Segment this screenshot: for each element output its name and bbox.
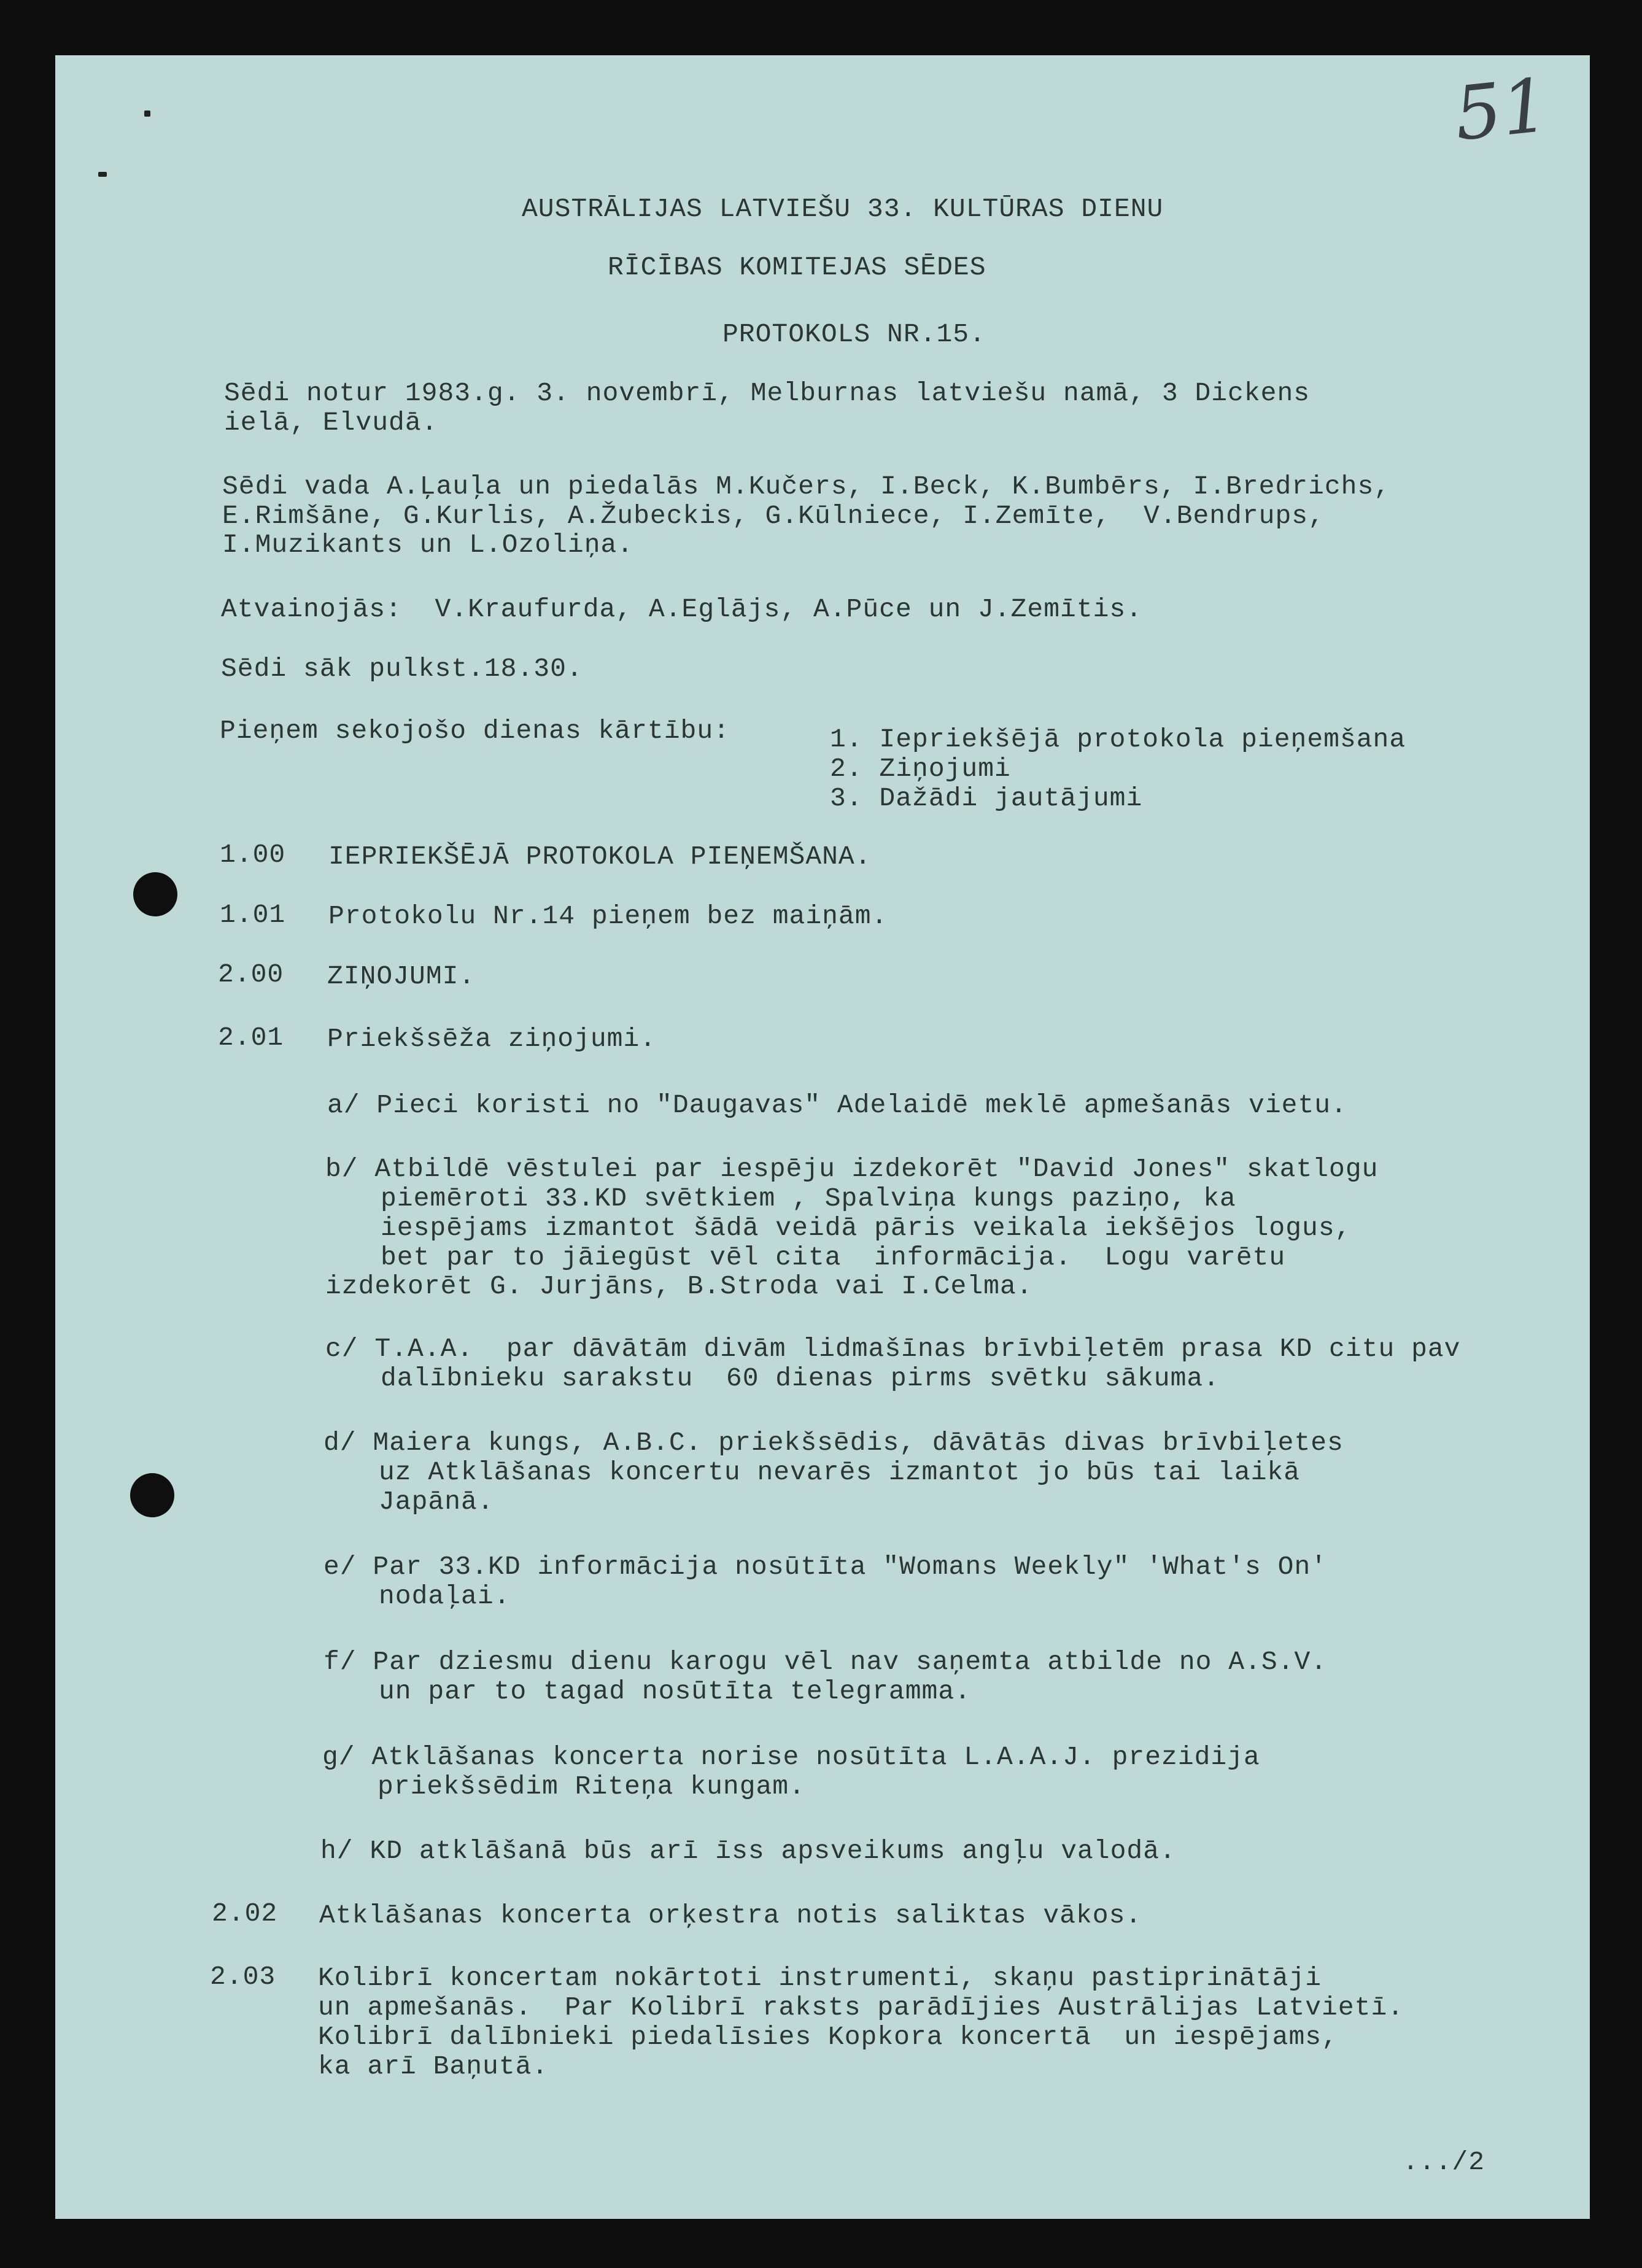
meeting-place-line2: ielā, Elvudā.	[224, 408, 438, 438]
item-f-line1: f/ Par dziesmu dienu karogu vēl nav saņemta atbilde no A.S.V.	[323, 1647, 1328, 1677]
handwritten-page-number: 51	[1450, 63, 1553, 158]
punch-hole	[133, 872, 177, 916]
section-heading: IEPRIEKŠĒJĀ PROTOKOLA PIEŅEMŠANA.	[328, 842, 872, 872]
item-c-line1: c/ T.A.A. par dāvātām divām lidmašīnas brīvbiļetēm prasa KD citu pav	[325, 1334, 1461, 1364]
attendees-line1: Sēdi vada A.Ļauļa un piedalās M.Kučers, I.Beck, K.Bumbērs, I.Bredrichs,	[222, 471, 1391, 501]
section-number: 2.03	[210, 1962, 276, 1992]
attendees-line2: E.Rimšāne, G.Kurlis, A.Žubeckis, G.Kūlniece, I.Zemīte, V.Bendrups,	[222, 501, 1325, 531]
section-number: 1.01	[220, 900, 286, 930]
item-a: a/ Pieci koristi no "Daugavas" Adelaidē meklē apmešanās vietu.	[327, 1090, 1347, 1120]
start-time-line: Sēdi sāk pulkst.18.30.	[221, 654, 583, 684]
section-text: Priekšsēža ziņojumi.	[327, 1024, 657, 1054]
section-text-line4: ka arī Baņutā.	[318, 2051, 549, 2081]
item-f-line2: un par to tagad nosūtīta telegramma.	[379, 1676, 971, 1706]
document-page	[55, 55, 1590, 2219]
item-b-line2: piemēroti 33.KD svētkiem , Spalviņa kungs paziņo, ka	[381, 1183, 1236, 1213]
punch-hole	[130, 1473, 174, 1517]
item-b-line5: izdekorēt G. Jurjāns, B.Stroda vai I.Celma.	[325, 1271, 1033, 1301]
section-number: 2.02	[212, 1898, 278, 1929]
paper-speck	[98, 172, 107, 177]
section-text: Protokolu Nr.14 pieņem bez maiņām.	[328, 901, 888, 931]
agenda-item: 2. Ziņojumi	[830, 754, 1011, 784]
section-number: 2.01	[218, 1023, 284, 1053]
item-b-line4: bet par to jāiegūst vēl cita informācija. Logu varētu	[381, 1242, 1286, 1272]
section-text-line3: Kolibrī dalībnieki piedalīsies Kopkora koncertā un iespējams,	[318, 2022, 1338, 2052]
item-b-line1: b/ Atbildē vēstulei par iespēju izdekorēt "David Jones" skatlogu	[325, 1154, 1379, 1184]
section-text-line2: un apmešanās. Par Kolibrī raksts parādījies Austrālijas Latvietī.	[318, 1992, 1404, 2022]
item-d-line2: uz Atklāšanas koncertu nevarēs izmantot jo būs tai laikā	[379, 1457, 1301, 1487]
item-c-line2: dalībnieku sarakstu 60 dienas pirms svētku sākuma.	[381, 1363, 1220, 1393]
item-g-line2: priekšsēdim Riteņa kungam.	[378, 1771, 805, 1802]
item-g-line1: g/ Atklāšanas koncerta norise nosūtīta L.A.A.J. prezidija	[322, 1742, 1260, 1772]
item-d-line1: d/ Maiera kungs, A.B.C. priekšsēdis, dāvātās divas brīvbiļetes	[323, 1428, 1344, 1458]
excused-line: Atvainojās: V.Kraufurda, A.Eglājs, A.Pūce un J.Zemītis.	[221, 594, 1143, 624]
attendees-line3: I.Muzikants un L.Ozoliņa.	[222, 530, 634, 560]
header-title-line2: RĪCĪBAS KOMITEJAS SĒDES	[608, 252, 986, 282]
agenda-label: Pieņem sekojošo dienas kārtību:	[220, 716, 730, 746]
header-title-line1: AUSTRĀLIJAS LATVIEŠU 33. KULTŪRAS DIENU	[522, 194, 1164, 224]
item-b-line3: iespējams izmantot šādā veidā pāris veikala iekšējos logus,	[381, 1213, 1352, 1243]
section-text-line1: Kolibrī koncertam nokārtoti instrumenti, skaņu pastiprinātāji	[318, 1963, 1322, 1993]
meeting-place-line1: Sēdi notur 1983.g. 3. novembrī, Melburnas latviešu namā, 3 Dickens	[224, 378, 1311, 408]
section-heading: ZIŅOJUMI.	[327, 961, 476, 991]
agenda-item: 1. Iepriekšējā protokola pieņemšana	[830, 724, 1406, 754]
paper-speck	[144, 110, 150, 117]
continuation-marker: .../2	[1403, 2147, 1485, 2177]
section-number: 2.00	[218, 959, 284, 989]
item-e-line1: e/ Par 33.KD informācija nosūtīta "Womans Weekly" 'What's On'	[323, 1552, 1328, 1582]
item-h: h/ KD atklāšanā būs arī īss apsveikums angļu valodā.	[320, 1836, 1176, 1866]
section-number: 1.00	[220, 840, 286, 870]
item-d-line3: Japānā.	[379, 1487, 494, 1517]
header-title-line3: PROTOKOLS NR.15.	[722, 319, 986, 349]
agenda-item: 3. Dažādi jautājumi	[830, 783, 1143, 813]
section-text: Atklāšanas koncerta orķestra notis saliktas vākos.	[319, 1900, 1142, 1930]
item-e-line2: nodaļai.	[379, 1581, 511, 1611]
